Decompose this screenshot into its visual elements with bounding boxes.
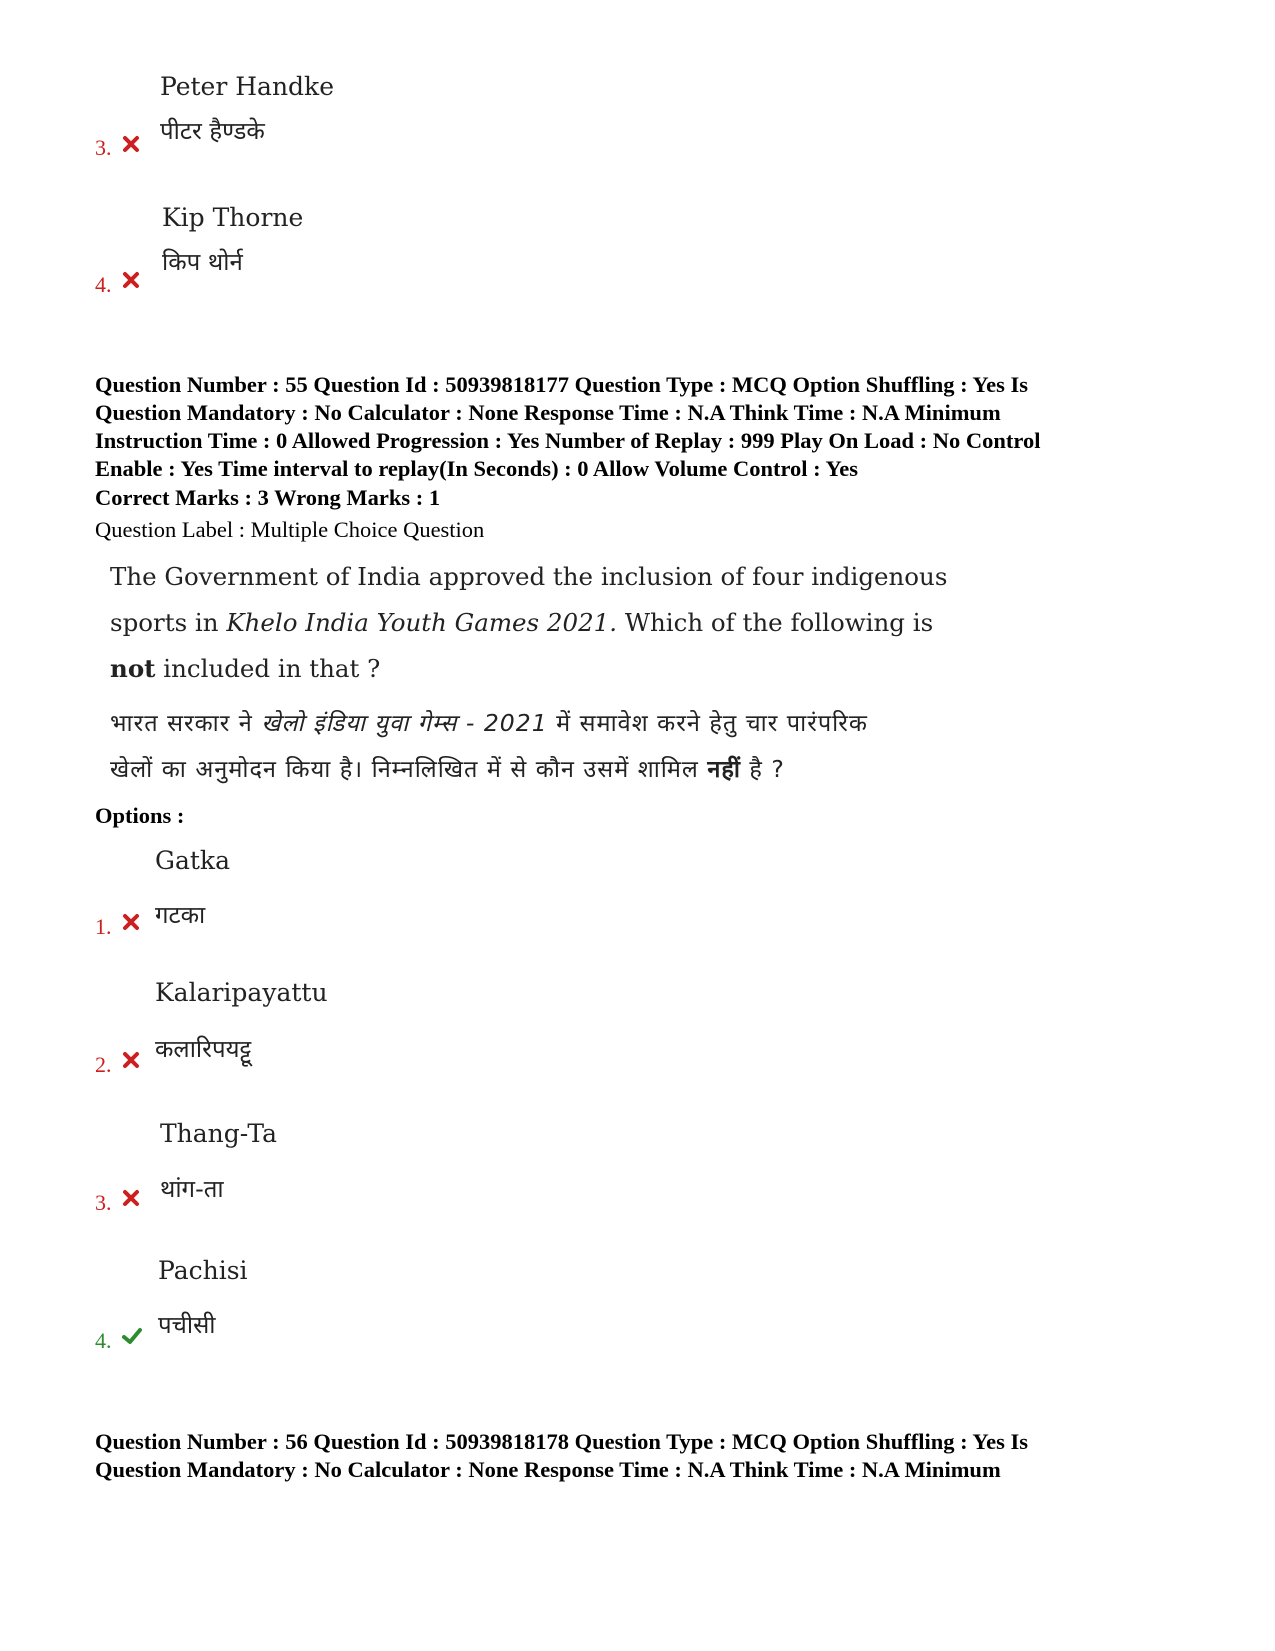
option-2-english: Kalaripayattu bbox=[155, 978, 328, 1007]
cross-icon bbox=[121, 1050, 141, 1070]
option-4-english: Pachisi bbox=[158, 1256, 248, 1285]
question-text-en-line3: not included in that ? bbox=[110, 654, 381, 683]
question-text-en-line1: The Government of India approved the inclusion of four indigenous bbox=[110, 562, 948, 591]
option-1-number: 1. bbox=[95, 914, 112, 939]
metadata-line: Question Mandatory : No Calculator : None Response Time : N.A Think Time : N.A Minimum bbox=[95, 400, 1001, 425]
cross-icon bbox=[121, 912, 141, 932]
prev-option-3-hindi: पीटर हैण्डके bbox=[160, 117, 265, 145]
question-text-hi-line2: खेलों का अनुमोदन किया है। निम्नलिखित में से कौन उसमें शामिल नहीं है ? bbox=[110, 755, 785, 783]
check-icon bbox=[121, 1326, 143, 1346]
prev-option-3-number: 3. bbox=[95, 135, 112, 160]
question-text-hi-line1: भारत सरकार ने खेलो इंडिया युवा गेम्स - 2021 में समावेश करने हेतु चार पारंपरिक bbox=[110, 709, 868, 737]
prev-option-4-english: Kip Thorne bbox=[162, 203, 304, 232]
option-3-number: 3. bbox=[95, 1190, 112, 1215]
option-2-number: 2. bbox=[95, 1052, 112, 1077]
metadata-line: Question Number : 55 Question Id : 50939818177 Question Type : MCQ Option Shuffling : Yes Is bbox=[95, 372, 1029, 397]
option-3-english: Thang-Ta bbox=[160, 1119, 277, 1148]
question-text-en-line2: sports in Khelo India Youth Games 2021. Which of the following is bbox=[110, 608, 934, 637]
option-2-hindi: कलारिपयट्टू bbox=[155, 1035, 252, 1063]
cross-icon bbox=[121, 134, 141, 154]
option-3-hindi: थांग-ता bbox=[160, 1175, 224, 1203]
metadata-line: Enable : Yes Time interval to replay(In Seconds) : 0 Allow Volume Control : Yes bbox=[95, 456, 858, 481]
option-1-hindi: गटका bbox=[155, 901, 206, 929]
question-56-metadata bbox=[95, 1428, 1215, 1484]
prev-option-4-hindi: किप थोर्न bbox=[162, 248, 243, 276]
question-label: Question Label : Multiple Choice Question bbox=[95, 517, 485, 542]
cross-icon bbox=[121, 1188, 141, 1208]
question-55-metadata bbox=[95, 371, 1215, 483]
cross-icon bbox=[121, 270, 141, 290]
metadata-line: Question Number : 56 Question Id : 50939818178 Question Type : MCQ Option Shuffling : Yes Is bbox=[95, 1429, 1029, 1454]
option-4-number: 4. bbox=[95, 1328, 112, 1353]
prev-option-3-english: Peter Handke bbox=[160, 72, 334, 101]
option-1-english: Gatka bbox=[155, 846, 230, 875]
option-4-hindi: पचीसी bbox=[158, 1311, 216, 1339]
metadata-line: Instruction Time : 0 Allowed Progression : Yes Number of Replay : 999 Play On Load : No Control bbox=[95, 428, 1041, 453]
prev-option-4-number: 4. bbox=[95, 272, 112, 297]
question-55-marks: Correct Marks : 3 Wrong Marks : 1 bbox=[95, 485, 441, 510]
metadata-line: Question Mandatory : No Calculator : None Response Time : N.A Think Time : N.A Minimum bbox=[95, 1457, 1001, 1482]
options-heading: Options : bbox=[95, 803, 185, 828]
